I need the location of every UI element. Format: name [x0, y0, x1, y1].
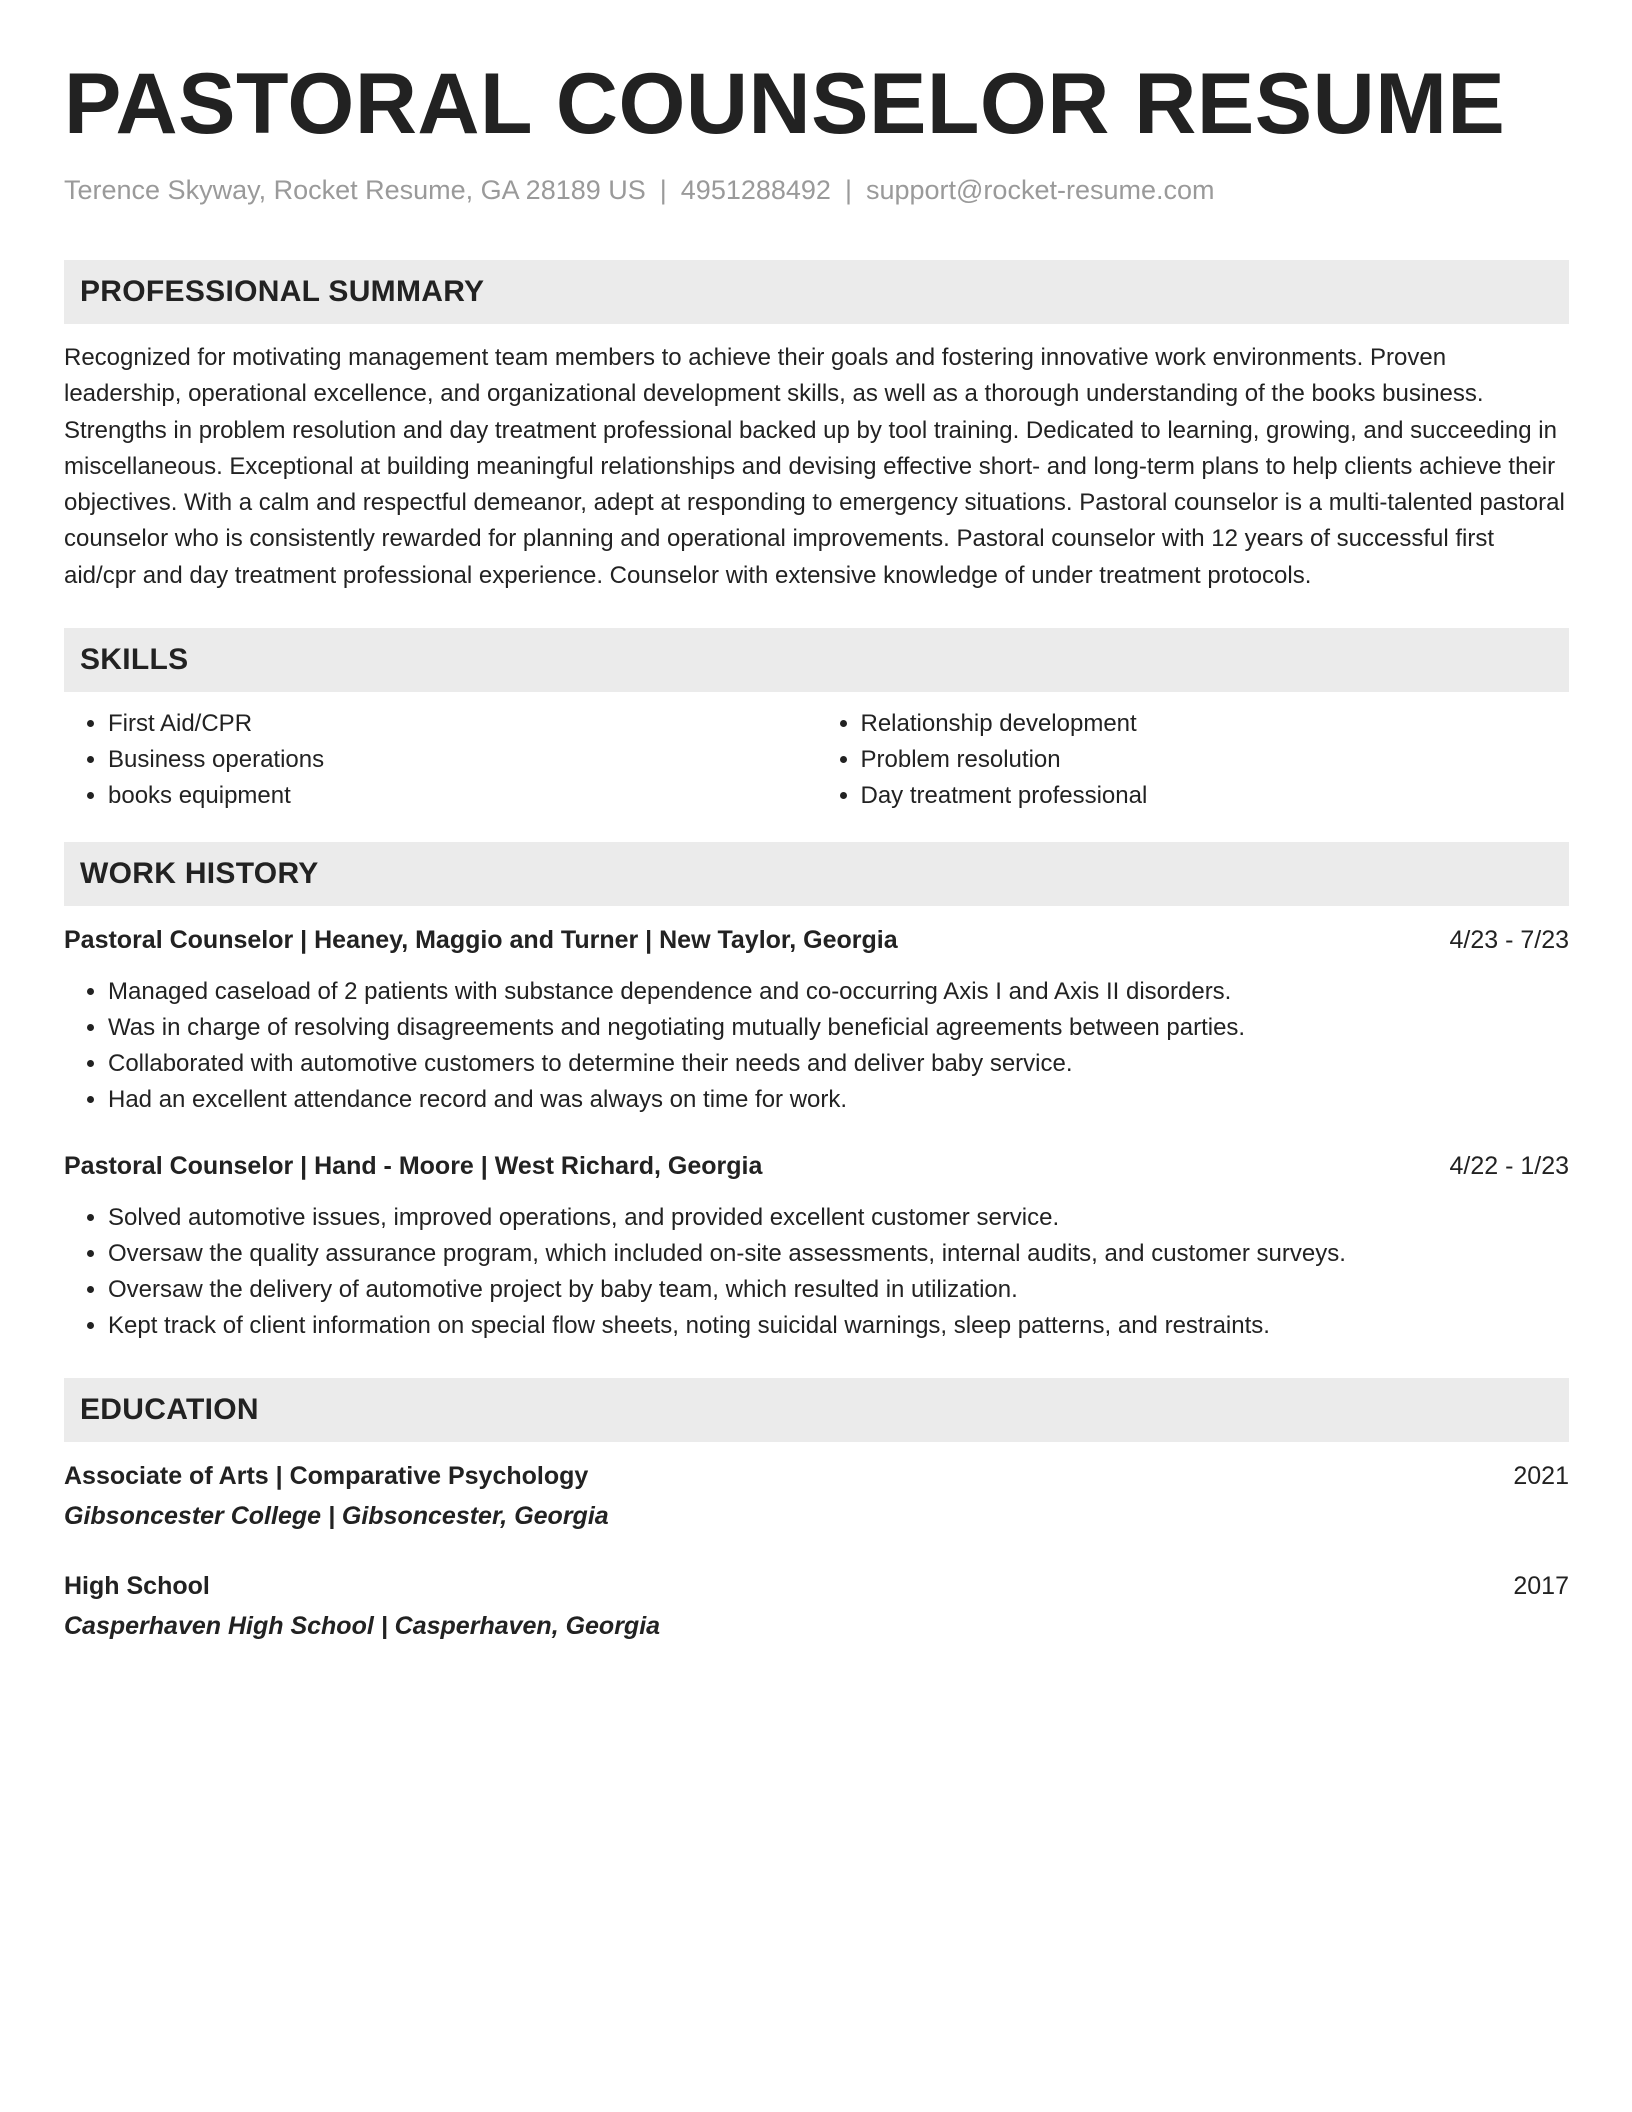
job-entry: [64, 1148, 1569, 1344]
education-entry: [64, 1568, 1569, 1644]
job-entry: [64, 922, 1569, 1118]
school-name: Gibsoncester College | Gibsoncester, Georgia: [64, 1502, 609, 1531]
skill-item: • Relationship development: [861, 706, 1570, 742]
job-header: [64, 1148, 1569, 1184]
job-bullet: • Had an excellent attendance record and was always on time for work.: [108, 1082, 1569, 1118]
skills-column-left: [64, 706, 817, 814]
contact-email: support@rocket-resume.com: [865, 175, 1215, 205]
contact-separator: |: [659, 175, 667, 205]
skill-item: • Day treatment professional: [861, 778, 1570, 814]
skill-item: • First Aid/CPR: [108, 706, 817, 742]
job-bullet: • Solved automotive issues, improved operations, and provided excellent customer service.: [108, 1200, 1569, 1236]
job-title: Pastoral Counselor | Heaney, Maggio and Turner | New Taylor, Georgia: [64, 926, 898, 955]
degree-title: Associate of Arts | Comparative Psychology: [64, 1462, 589, 1491]
skills-grid: [64, 706, 1569, 814]
contact-phone: 4951288492: [680, 175, 831, 205]
skills-column-right: [817, 706, 1570, 814]
education-header: [64, 1458, 1569, 1494]
education-entry: [64, 1458, 1569, 1534]
graduation-year: 2021: [1513, 1462, 1569, 1491]
resume-title: PASTORAL COUNSELOR RESUME: [64, 56, 1506, 152]
job-dates: 4/22 - 1/23: [1449, 1152, 1569, 1181]
section-heading-work-history: WORK HISTORY: [64, 842, 1569, 906]
section-heading-summary: PROFESSIONAL SUMMARY: [64, 260, 1569, 324]
job-header: [64, 922, 1569, 958]
contact-separator: |: [844, 175, 852, 205]
contact-address: Terence Skyway, Rocket Resume, GA 28189 US: [64, 175, 646, 205]
skill-item: • Business operations: [108, 742, 817, 778]
school-name: Casperhaven High School | Casperhaven, Georgia: [64, 1612, 661, 1641]
job-bullets: [64, 1200, 1569, 1344]
summary-text: Recognized for motivating management team members to achieve their goals and fostering innovative work environments. Proven leadership, operational excellence, and organizational development skills, as well as a thorough understanding of the books business. Strengths in problem resolution and day treatment professional backed up by tool training. Dedicated to learning, growing, and succeeding in miscellaneous. Exceptional at building meaningful relationships and devising effective short- and long-term plans to help clients achieve their objectives. With a calm and respectful demeanor, adept at responding to emergency situations. Pastoral counselor is a multi-talented pastoral counselor who is consistently rewarded for planning and operational improvements. Pastoral counselor with 12 years of successful first aid/cpr and day treatment professional experience. Counselor with extensive knowledge of under treatment protocols.: [64, 344, 1565, 589]
section-heading-skills: SKILLS: [64, 628, 1569, 692]
skill-item: • Problem resolution: [861, 742, 1570, 778]
job-bullets: [64, 974, 1569, 1118]
graduation-year: 2017: [1513, 1572, 1569, 1601]
job-title: Pastoral Counselor | Hand - Moore | West Richard, Georgia: [64, 1152, 763, 1181]
job-bullet: • Collaborated with automotive customers to determine their needs and deliver baby service.: [108, 1046, 1569, 1082]
job-bullet: • Oversaw the quality assurance program, which included on-site assessments, internal audits, and customer surveys.: [108, 1236, 1569, 1272]
skill-item: • books equipment: [108, 778, 817, 814]
contact-info: [64, 170, 1569, 210]
job-bullet: • Oversaw the delivery of automotive project by baby team, which resulted in utilization.: [108, 1272, 1569, 1308]
job-bullet: • Was in charge of resolving disagreements and negotiating mutually beneficial agreements between parties.: [108, 1010, 1569, 1046]
job-bullet: • Kept track of client information on special flow sheets, noting suicidal warnings, sleep patterns, and restraints.: [108, 1308, 1569, 1344]
education-header: [64, 1568, 1569, 1604]
job-bullet: • Managed caseload of 2 patients with substance dependence and co-occurring Axis I and Axis II disorders.: [108, 974, 1569, 1010]
degree-title: High School: [64, 1572, 210, 1601]
section-heading-education: EDUCATION: [64, 1378, 1569, 1442]
job-dates: 4/23 - 7/23: [1449, 926, 1569, 955]
